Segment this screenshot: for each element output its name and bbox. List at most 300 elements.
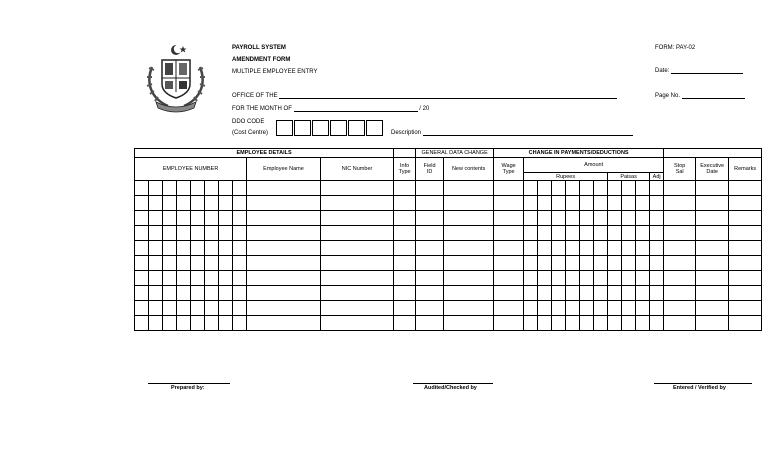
table-cell[interactable] [163, 181, 177, 196]
table-cell[interactable] [233, 181, 247, 196]
table-cell[interactable] [163, 286, 177, 301]
table-cell[interactable] [205, 271, 219, 286]
table-cell[interactable] [552, 226, 566, 241]
table-cell[interactable] [538, 181, 552, 196]
table-cell[interactable] [163, 271, 177, 286]
table-cell[interactable] [566, 181, 580, 196]
table-cell[interactable] [696, 256, 729, 271]
table-cell[interactable] [729, 181, 762, 196]
table-cell[interactable] [444, 316, 494, 331]
table-cell[interactable] [566, 271, 580, 286]
table-cell[interactable] [650, 181, 664, 196]
table-cell[interactable] [233, 256, 247, 271]
table-cell[interactable] [580, 211, 594, 226]
employee-details-header: EMPLOYEE DETAILS [135, 149, 394, 158]
table-cell[interactable] [219, 256, 233, 271]
table-cell[interactable] [416, 211, 444, 226]
table-cell[interactable] [247, 301, 321, 316]
state-emblem-icon [140, 42, 212, 114]
table-cell[interactable] [205, 286, 219, 301]
page-field[interactable] [682, 98, 745, 99]
table-cell[interactable] [594, 316, 608, 331]
table-cell[interactable] [552, 241, 566, 256]
table-cell[interactable] [622, 301, 636, 316]
table-cell[interactable] [650, 316, 664, 331]
date-label: Date: [655, 68, 670, 74]
prepared-by-line[interactable] [148, 383, 230, 384]
table-cell[interactable] [696, 181, 729, 196]
table-cell[interactable] [622, 181, 636, 196]
table-cell[interactable] [622, 271, 636, 286]
table-cell[interactable] [321, 256, 394, 271]
table-cell[interactable] [394, 301, 416, 316]
table-cell[interactable] [247, 271, 321, 286]
table-cell[interactable] [219, 271, 233, 286]
table-cell[interactable] [552, 271, 566, 286]
table-cell[interactable] [524, 286, 538, 301]
table-cell[interactable] [394, 286, 416, 301]
entered-by-line[interactable] [654, 383, 752, 384]
table-cell[interactable] [552, 181, 566, 196]
table-cell[interactable] [594, 271, 608, 286]
table-cell[interactable] [729, 316, 762, 331]
table-cell[interactable] [580, 181, 594, 196]
table-row [135, 316, 762, 331]
table-cell[interactable] [696, 211, 729, 226]
table-cell[interactable] [622, 226, 636, 241]
table-cell[interactable] [205, 256, 219, 271]
table-cell[interactable] [394, 271, 416, 286]
table-cell[interactable] [177, 256, 191, 271]
table-cell[interactable] [205, 301, 219, 316]
table-cell[interactable] [219, 226, 233, 241]
table-cell[interactable] [538, 286, 552, 301]
table-cell[interactable] [636, 271, 650, 286]
table-cell[interactable] [729, 301, 762, 316]
table-cell[interactable] [219, 211, 233, 226]
table-cell[interactable] [608, 256, 622, 271]
table-cell[interactable] [608, 271, 622, 286]
month-field[interactable] [294, 111, 418, 112]
table-cell[interactable] [219, 286, 233, 301]
office-field[interactable] [279, 98, 617, 99]
table-cell[interactable] [191, 286, 205, 301]
table-cell[interactable] [608, 301, 622, 316]
table-cell[interactable] [636, 256, 650, 271]
table-cell[interactable] [636, 181, 650, 196]
table-cell[interactable] [149, 226, 163, 241]
table-cell[interactable] [177, 226, 191, 241]
table-cell[interactable] [177, 241, 191, 256]
ddo-code-box[interactable] [348, 120, 365, 136]
table-cell[interactable] [233, 226, 247, 241]
table-cell[interactable] [247, 286, 321, 301]
table-cell[interactable] [191, 196, 205, 211]
table-cell[interactable] [594, 286, 608, 301]
table-cell[interactable] [494, 241, 524, 256]
table-cell[interactable] [580, 271, 594, 286]
table-cell[interactable] [650, 301, 664, 316]
table-cell[interactable] [177, 271, 191, 286]
table-cell[interactable] [580, 301, 594, 316]
table-cell[interactable] [149, 211, 163, 226]
employee-number-header: EMPLOYEE NUMBER [135, 158, 247, 181]
table-cell[interactable] [494, 301, 524, 316]
table-cell[interactable] [524, 316, 538, 331]
table-cell[interactable] [321, 286, 394, 301]
table-cell[interactable] [233, 196, 247, 211]
table-cell[interactable] [416, 271, 444, 286]
table-cell[interactable] [538, 196, 552, 211]
table-cell[interactable] [664, 271, 696, 286]
ddo-code-box[interactable] [366, 120, 383, 136]
table-cell[interactable] [538, 256, 552, 271]
table-cell[interactable] [664, 316, 696, 331]
table-cell[interactable] [566, 211, 580, 226]
table-cell[interactable] [608, 316, 622, 331]
table-cell[interactable] [321, 211, 394, 226]
table-cell[interactable] [135, 181, 149, 196]
table-cell[interactable] [444, 286, 494, 301]
date-field[interactable] [671, 73, 743, 74]
table-cell[interactable] [594, 181, 608, 196]
description-field[interactable] [423, 135, 633, 136]
table-cell[interactable] [608, 226, 622, 241]
table-cell[interactable] [416, 316, 444, 331]
table-cell[interactable] [538, 241, 552, 256]
table-cell[interactable] [580, 226, 594, 241]
table-cell[interactable] [394, 316, 416, 331]
table-cell[interactable] [416, 226, 444, 241]
table-cell[interactable] [580, 196, 594, 211]
table-cell[interactable] [650, 241, 664, 256]
table-cell[interactable] [594, 256, 608, 271]
table-cell[interactable] [205, 181, 219, 196]
prepared-by-label: Prepared by: [171, 385, 205, 391]
table-cell[interactable] [205, 226, 219, 241]
table-cell[interactable] [205, 211, 219, 226]
table-cell[interactable] [650, 256, 664, 271]
table-cell[interactable] [650, 211, 664, 226]
table-cell[interactable] [636, 211, 650, 226]
table-cell[interactable] [191, 316, 205, 331]
table-cell[interactable] [247, 316, 321, 331]
table-cell[interactable] [594, 301, 608, 316]
table-cell[interactable] [247, 196, 321, 211]
ddo-code-box[interactable] [294, 120, 311, 136]
table-cell[interactable] [247, 211, 321, 226]
table-cell[interactable] [444, 271, 494, 286]
table-cell[interactable] [664, 181, 696, 196]
table-cell[interactable] [444, 241, 494, 256]
table-cell[interactable] [538, 301, 552, 316]
table-cell[interactable] [219, 301, 233, 316]
table-cell[interactable] [191, 226, 205, 241]
table-cell[interactable] [177, 316, 191, 331]
table-cell[interactable] [608, 211, 622, 226]
table-cell[interactable] [416, 241, 444, 256]
table-cell[interactable] [233, 271, 247, 286]
table-cell[interactable] [494, 226, 524, 241]
table-cell[interactable] [135, 271, 149, 286]
table-cell[interactable] [444, 196, 494, 211]
table-cell[interactable] [149, 196, 163, 211]
table-cell[interactable] [233, 211, 247, 226]
table-cell[interactable] [524, 226, 538, 241]
table-cell[interactable] [580, 241, 594, 256]
table-cell[interactable] [696, 241, 729, 256]
new-contents-header: New contents [444, 158, 494, 181]
table-cell[interactable] [696, 271, 729, 286]
table-cell[interactable] [622, 286, 636, 301]
table-cell[interactable] [566, 316, 580, 331]
table-cell[interactable] [729, 256, 762, 271]
table-cell[interactable] [524, 256, 538, 271]
table-cell[interactable] [636, 286, 650, 301]
table-cell[interactable] [149, 316, 163, 331]
table-cell[interactable] [416, 301, 444, 316]
table-cell[interactable] [219, 241, 233, 256]
table-cell[interactable] [696, 226, 729, 241]
cost-centre-label: (Cost Centre) [232, 130, 269, 136]
table-cell[interactable] [494, 211, 524, 226]
table-cell[interactable] [177, 211, 191, 226]
table-cell[interactable] [247, 181, 321, 196]
table-cell[interactable] [729, 226, 762, 241]
table-row [135, 196, 762, 211]
info-type-header: Info Type [394, 158, 416, 181]
table-cell[interactable] [650, 271, 664, 286]
rupees-header: Rupees [524, 173, 608, 181]
general-data-change-header: GENERAL DATA CHANGE [416, 149, 494, 158]
table-cell[interactable] [494, 181, 524, 196]
table-cell[interactable] [321, 271, 394, 286]
table-cell[interactable] [219, 181, 233, 196]
table-cell[interactable] [538, 211, 552, 226]
table-cell[interactable] [580, 256, 594, 271]
table-cell[interactable] [177, 286, 191, 301]
table-cell[interactable] [163, 241, 177, 256]
table-cell[interactable] [149, 256, 163, 271]
audited-by-line[interactable] [413, 383, 493, 384]
table-cell[interactable] [566, 241, 580, 256]
table-cell[interactable] [191, 256, 205, 271]
table-cell[interactable] [321, 226, 394, 241]
table-cell[interactable] [664, 226, 696, 241]
table-cell[interactable] [696, 286, 729, 301]
table-cell[interactable] [163, 196, 177, 211]
table-cell[interactable] [177, 301, 191, 316]
table-cell[interactable] [594, 196, 608, 211]
table-cell[interactable] [622, 241, 636, 256]
table-cell[interactable] [444, 301, 494, 316]
table-cell[interactable] [524, 181, 538, 196]
table-cell[interactable] [135, 226, 149, 241]
table-cell[interactable] [247, 226, 321, 241]
table-cell[interactable] [524, 241, 538, 256]
table-cell[interactable] [636, 226, 650, 241]
table-cell[interactable] [636, 301, 650, 316]
table-cell[interactable] [552, 301, 566, 316]
table-cell[interactable] [696, 316, 729, 331]
table-cell[interactable] [444, 181, 494, 196]
table-cell[interactable] [247, 256, 321, 271]
table-cell[interactable] [191, 181, 205, 196]
table-cell[interactable] [524, 271, 538, 286]
table-cell[interactable] [149, 241, 163, 256]
table-cell[interactable] [191, 301, 205, 316]
table-cell[interactable] [729, 241, 762, 256]
table-cell[interactable] [321, 181, 394, 196]
table-cell[interactable] [177, 196, 191, 211]
table-cell[interactable] [321, 316, 394, 331]
table-cell[interactable] [664, 196, 696, 211]
table-cell[interactable] [135, 196, 149, 211]
table-cell[interactable] [135, 241, 149, 256]
table-cell[interactable] [552, 286, 566, 301]
table-cell[interactable] [664, 286, 696, 301]
table-cell[interactable] [163, 301, 177, 316]
table-cell[interactable] [219, 316, 233, 331]
table-cell[interactable] [394, 256, 416, 271]
table-cell[interactable] [135, 211, 149, 226]
table-cell[interactable] [636, 241, 650, 256]
table-cell[interactable] [444, 256, 494, 271]
table-cell[interactable] [594, 211, 608, 226]
table-cell[interactable] [650, 226, 664, 241]
table-cell[interactable] [135, 256, 149, 271]
table-cell[interactable] [416, 286, 444, 301]
table-cell[interactable] [163, 316, 177, 331]
table-cell[interactable] [538, 226, 552, 241]
table-cell[interactable] [608, 286, 622, 301]
table-cell[interactable] [394, 211, 416, 226]
table-cell[interactable] [149, 271, 163, 286]
table-cell[interactable] [233, 301, 247, 316]
table-cell[interactable] [566, 256, 580, 271]
table-cell[interactable] [416, 256, 444, 271]
table-cell[interactable] [552, 211, 566, 226]
table-cell[interactable] [729, 271, 762, 286]
table-cell[interactable] [205, 316, 219, 331]
table-cell[interactable] [566, 301, 580, 316]
table-cell[interactable] [538, 316, 552, 331]
ddo-code-label: DDO CODE [232, 119, 265, 125]
table-cell[interactable] [580, 316, 594, 331]
table-cell[interactable] [622, 256, 636, 271]
table-cell[interactable] [149, 301, 163, 316]
table-cell[interactable] [524, 211, 538, 226]
table-cell[interactable] [622, 211, 636, 226]
table-cell[interactable] [177, 181, 191, 196]
table-cell[interactable] [594, 226, 608, 241]
table-cell[interactable] [664, 241, 696, 256]
table-cell[interactable] [636, 316, 650, 331]
table-cell[interactable] [494, 271, 524, 286]
table-cell[interactable] [608, 241, 622, 256]
table-cell[interactable] [580, 286, 594, 301]
table-cell[interactable] [622, 196, 636, 211]
table-cell[interactable] [191, 241, 205, 256]
table-cell[interactable] [696, 196, 729, 211]
table-cell[interactable] [233, 286, 247, 301]
table-cell[interactable] [191, 271, 205, 286]
table-cell[interactable] [394, 181, 416, 196]
ddo-code-box[interactable] [330, 120, 347, 136]
table-cell[interactable] [524, 301, 538, 316]
table-cell[interactable] [552, 256, 566, 271]
office-row [232, 93, 617, 99]
table-cell[interactable] [524, 196, 538, 211]
table-cell[interactable] [191, 211, 205, 226]
table-cell[interactable] [416, 196, 444, 211]
table-cell[interactable] [566, 196, 580, 211]
table-cell[interactable] [135, 301, 149, 316]
table-cell[interactable] [149, 181, 163, 196]
table-cell[interactable] [650, 286, 664, 301]
table-cell[interactable] [608, 196, 622, 211]
table-cell[interactable] [321, 196, 394, 211]
table-cell[interactable] [416, 181, 444, 196]
table-cell[interactable] [163, 211, 177, 226]
table-cell[interactable] [552, 196, 566, 211]
table-cell[interactable] [321, 241, 394, 256]
table-cell[interactable] [538, 271, 552, 286]
table-cell[interactable] [566, 286, 580, 301]
table-cell[interactable] [394, 241, 416, 256]
form-title: PAYROLL SYSTEM [232, 45, 286, 51]
table-cell[interactable] [622, 316, 636, 331]
table-cell[interactable] [321, 301, 394, 316]
table-cell[interactable] [664, 211, 696, 226]
table-cell[interactable] [394, 226, 416, 241]
table-cell[interactable] [444, 211, 494, 226]
table-cell[interactable] [494, 256, 524, 271]
table-cell[interactable] [219, 196, 233, 211]
table-cell[interactable] [494, 316, 524, 331]
table-cell[interactable] [566, 226, 580, 241]
table-cell[interactable] [135, 286, 149, 301]
table-cell[interactable] [650, 196, 664, 211]
table-cell[interactable] [247, 241, 321, 256]
table-cell[interactable] [636, 196, 650, 211]
table-cell[interactable] [552, 316, 566, 331]
table-cell[interactable] [233, 316, 247, 331]
table-cell[interactable] [394, 196, 416, 211]
table-cell[interactable] [608, 181, 622, 196]
table-cell[interactable] [444, 226, 494, 241]
table-cell[interactable] [135, 316, 149, 331]
field-id-header: Field ID [416, 158, 444, 181]
table-cell[interactable] [494, 196, 524, 211]
table-cell[interactable] [163, 256, 177, 271]
table-cell[interactable] [729, 196, 762, 211]
table-cell[interactable] [664, 256, 696, 271]
table-cell[interactable] [664, 301, 696, 316]
table-cell[interactable] [205, 241, 219, 256]
table-cell[interactable] [149, 286, 163, 301]
table-cell[interactable] [729, 286, 762, 301]
table-cell[interactable] [594, 241, 608, 256]
table-cell[interactable] [729, 211, 762, 226]
ddo-code-box[interactable] [312, 120, 329, 136]
table-cell[interactable] [163, 226, 177, 241]
table-cell[interactable] [696, 301, 729, 316]
table-cell[interactable] [233, 241, 247, 256]
table-cell[interactable] [205, 196, 219, 211]
table-cell[interactable] [494, 286, 524, 301]
ddo-code-box[interactable] [276, 120, 293, 136]
